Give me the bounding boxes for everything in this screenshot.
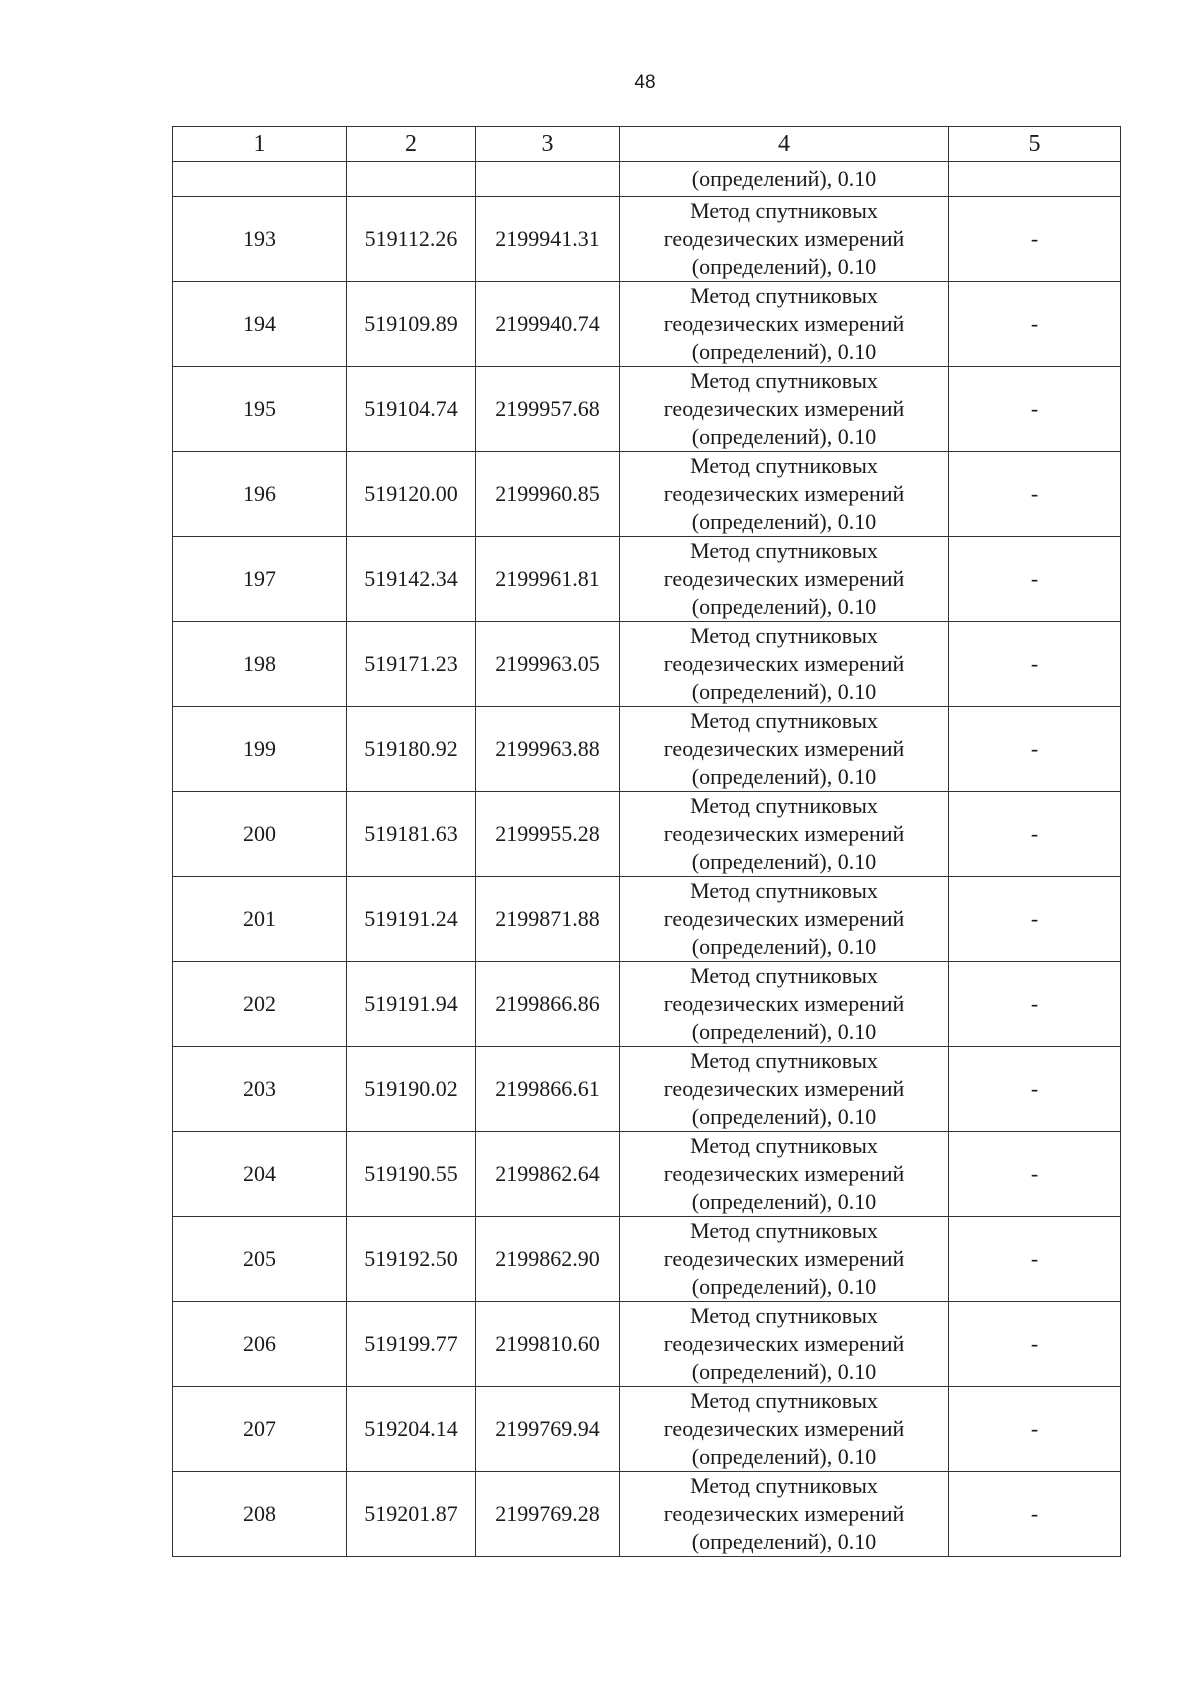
method-line: Метод спутниковых [690,1218,878,1243]
point-number-cell: 208 [173,1472,347,1557]
point-number-cell: 199 [173,707,347,792]
point-number-cell: 207 [173,1387,347,1472]
x-coordinate-cell: 519191.24 [347,877,476,962]
note-cell: - [949,197,1121,282]
method-line: (определений), 0.10 [691,1104,877,1129]
y-coordinate-cell: 2199810.60 [476,1302,620,1387]
note-cell: - [949,1047,1121,1132]
method-line: Метод спутниковых [690,1048,878,1073]
method-line: геодезических измерений [663,1501,905,1526]
note-cell: - [949,452,1121,537]
table-row [173,1132,1121,1217]
column-header-3: 3 [476,127,620,162]
table-row [173,1217,1121,1302]
point-number-cell: 197 [173,537,347,622]
x-coordinate-cell: 519109.89 [347,282,476,367]
column-header-1: 1 [173,127,347,162]
coordinates-table [172,126,1121,1557]
table-row [173,1472,1121,1557]
method-cell [620,1047,949,1132]
y-coordinate-cell: 2199862.64 [476,1132,620,1217]
y-coordinate-cell: 2199769.28 [476,1472,620,1557]
table-row [173,452,1121,537]
note-cell: - [949,1472,1121,1557]
y-coordinate-cell: 2199960.85 [476,452,620,537]
note-cell: - [949,1217,1121,1302]
method-line: (определений), 0.10 [691,1529,877,1554]
method-line: (определений), 0.10 [691,934,877,959]
note-cell: - [949,877,1121,962]
x-coordinate-cell: 519201.87 [347,1472,476,1557]
table-row [173,1302,1121,1387]
continuation-cell-1 [173,162,347,197]
table-row [173,197,1121,282]
point-number-cell: 203 [173,1047,347,1132]
method-line: (определений), 0.10 [691,849,877,874]
point-number-cell: 200 [173,792,347,877]
note-cell: - [949,1387,1121,1472]
continuation-cell-3 [476,162,620,197]
x-coordinate-cell: 519142.34 [347,537,476,622]
x-coordinate-cell: 519104.74 [347,367,476,452]
note-cell: - [949,537,1121,622]
table-row [173,537,1121,622]
table-row [173,1047,1121,1132]
method-line: Метод спутниковых [690,793,878,818]
method-line: (определений), 0.10 [691,339,877,364]
point-number-cell: 204 [173,1132,347,1217]
method-line: (определений), 0.10 [691,679,877,704]
point-number-cell: 205 [173,1217,347,1302]
note-cell: - [949,792,1121,877]
note-cell: - [949,707,1121,792]
method-line: Метод спутниковых [690,1473,878,1498]
method-line: геодезических измерений [663,1331,905,1356]
method-line: Метод спутниковых [690,878,878,903]
point-number-cell: 196 [173,452,347,537]
y-coordinate-cell: 2199940.74 [476,282,620,367]
method-cell [620,1217,949,1302]
y-coordinate-cell: 2199769.94 [476,1387,620,1472]
column-header-4: 4 [620,127,949,162]
method-cell [620,877,949,962]
method-line: (определений), 0.10 [691,764,877,789]
point-number-cell: 206 [173,1302,347,1387]
column-header-5: 5 [949,127,1121,162]
method-line: (определений), 0.10 [691,254,877,279]
method-line: Метод спутниковых [690,708,878,733]
continuation-row [173,162,1121,197]
method-line: Метод спутниковых [690,963,878,988]
method-line: геодезических измерений [663,1161,905,1186]
table-row [173,282,1121,367]
note-cell: - [949,962,1121,1047]
table-row [173,622,1121,707]
method-line: геодезических измерений [663,226,905,251]
method-line: геодезических измерений [663,311,905,336]
note-cell: - [949,1302,1121,1387]
method-line: геодезических измерений [663,906,905,931]
continuation-cell-2 [347,162,476,197]
note-cell: - [949,282,1121,367]
y-coordinate-cell: 2199866.61 [476,1047,620,1132]
method-line: (определений), 0.10 [691,1444,877,1469]
method-line: Метод спутниковых [690,453,878,478]
method-cell [620,792,949,877]
method-line: геодезических измерений [663,396,905,421]
method-line: (определений), 0.10 [691,1019,877,1044]
note-cell: - [949,622,1121,707]
method-cell [620,282,949,367]
method-line: геодезических измерений [663,481,905,506]
method-line: геодезических измерений [663,651,905,676]
method-line: геодезических измерений [663,991,905,1016]
table-row [173,962,1121,1047]
method-cell [620,707,949,792]
x-coordinate-cell: 519204.14 [347,1387,476,1472]
method-line: (определений), 0.10 [691,1274,877,1299]
method-line: Метод спутниковых [690,368,878,393]
x-coordinate-cell: 519199.77 [347,1302,476,1387]
method-cell [620,537,949,622]
x-coordinate-cell: 519192.50 [347,1217,476,1302]
y-coordinate-cell: 2199961.81 [476,537,620,622]
method-cell [620,1387,949,1472]
method-line: Метод спутниковых [690,623,878,648]
x-coordinate-cell: 519171.23 [347,622,476,707]
point-number-cell: 201 [173,877,347,962]
method-line: геодезических измерений [663,566,905,591]
method-cell [620,962,949,1047]
y-coordinate-cell: 2199955.28 [476,792,620,877]
continuation-cell-5 [949,162,1121,197]
method-line: (определений), 0.10 [691,594,877,619]
method-line: геодезических измерений [663,1416,905,1441]
method-cell [620,622,949,707]
x-coordinate-cell: 519190.02 [347,1047,476,1132]
y-coordinate-cell: 2199941.31 [476,197,620,282]
x-coordinate-cell: 519181.63 [347,792,476,877]
continuation-cell-4: (определений), 0.10 [620,162,949,197]
method-line: (определений), 0.10 [691,424,877,449]
y-coordinate-cell: 2199866.86 [476,962,620,1047]
y-coordinate-cell: 2199963.05 [476,622,620,707]
method-line: Метод спутниковых [690,1303,878,1328]
method-line: (определений), 0.10 [691,1189,877,1214]
y-coordinate-cell: 2199957.68 [476,367,620,452]
method-line: геодезических измерений [663,1076,905,1101]
x-coordinate-cell: 519120.00 [347,452,476,537]
method-line: геодезических измерений [663,1246,905,1271]
method-line: геодезических измерений [663,736,905,761]
method-line: геодезических измерений [663,821,905,846]
x-coordinate-cell: 519180.92 [347,707,476,792]
method-cell [620,452,949,537]
y-coordinate-cell: 2199963.88 [476,707,620,792]
note-cell: - [949,1132,1121,1217]
point-number-cell: 194 [173,282,347,367]
header-row [173,127,1121,162]
table-row [173,792,1121,877]
method-line: Метод спутниковых [690,1388,878,1413]
method-line: Метод спутниковых [690,1133,878,1158]
method-cell [620,1472,949,1557]
method-line: Метод спутниковых [690,283,878,308]
point-number-cell: 195 [173,367,347,452]
table-row [173,367,1121,452]
page-number: 48 [634,72,656,93]
column-header-2: 2 [347,127,476,162]
point-number-cell: 193 [173,197,347,282]
note-cell: - [949,367,1121,452]
method-cell [620,1302,949,1387]
table-row [173,1387,1121,1472]
method-line: (определений), 0.10 [691,1359,877,1384]
table-body [173,127,1121,1557]
table-row [173,877,1121,962]
y-coordinate-cell: 2199862.90 [476,1217,620,1302]
method-cell [620,197,949,282]
table-row [173,707,1121,792]
point-number-cell: 198 [173,622,347,707]
x-coordinate-cell: 519191.94 [347,962,476,1047]
method-cell [620,1132,949,1217]
y-coordinate-cell: 2199871.88 [476,877,620,962]
method-line: Метод спутниковых [690,538,878,563]
x-coordinate-cell: 519112.26 [347,197,476,282]
method-line: Метод спутниковых [690,198,878,223]
method-cell [620,367,949,452]
point-number-cell: 202 [173,962,347,1047]
method-line: (определений), 0.10 [691,509,877,534]
x-coordinate-cell: 519190.55 [347,1132,476,1217]
